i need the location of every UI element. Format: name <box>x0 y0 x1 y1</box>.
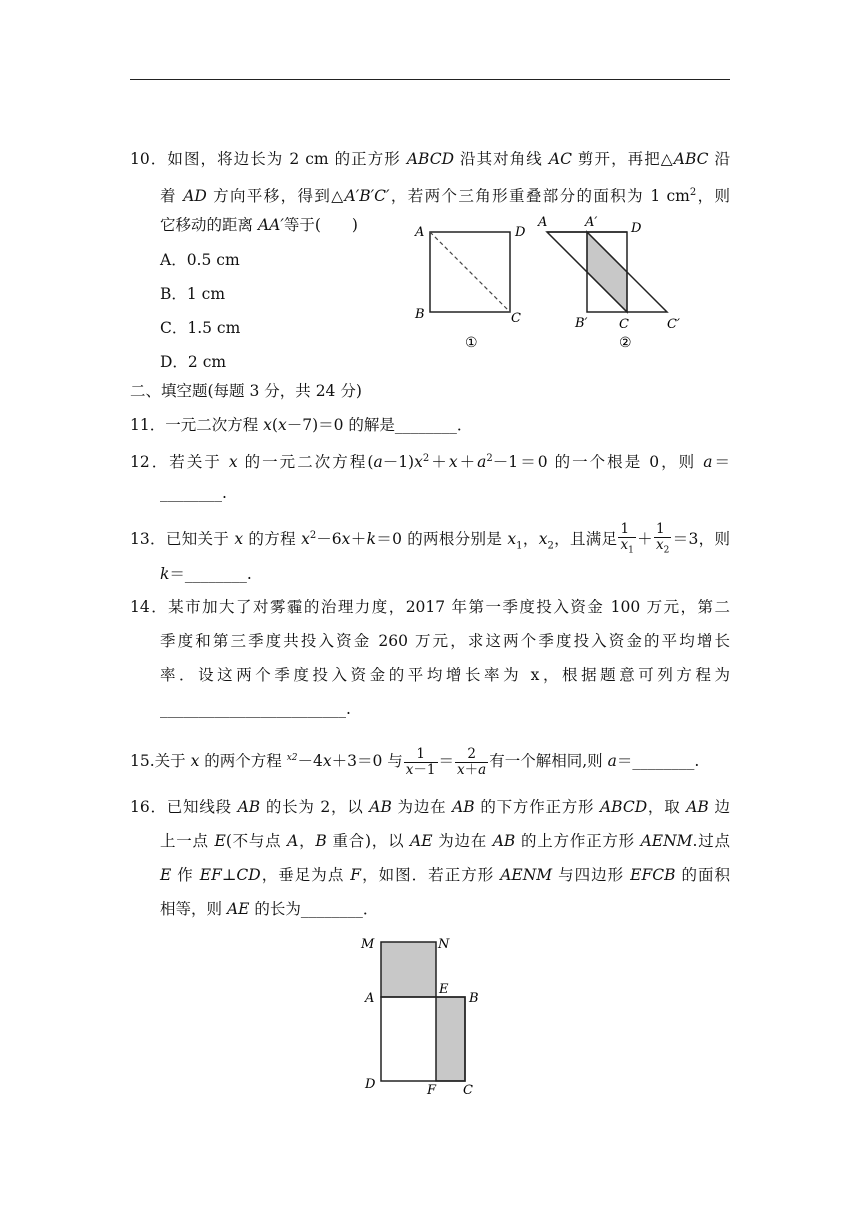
q13-fraction-2: $\frac{1}{x_2}$ <box>655 520 670 556</box>
rect-efcb <box>436 997 465 1081</box>
q14-line-1: 14．某市加大了对雾霾的治理力度，2017 年第一季度投入资金 100 万元，第二 <box>130 598 730 616</box>
fig2-caption: ② <box>619 335 632 351</box>
q13-line-2: k＝________. <box>160 565 252 583</box>
fig2-label-a: A <box>538 215 548 230</box>
fig1-label-b: B <box>415 307 425 322</box>
q10-option-b: B．1 cm <box>160 285 226 303</box>
label-e: E <box>439 982 449 997</box>
q10-line-2: 着 AD 方向平移，得到△A′B′C′，若两个三角形重叠部分的面积为 1 $cm^2$，则 <box>160 187 730 206</box>
label-m: M <box>361 937 375 952</box>
q13-fraction-1: $\frac{1}{x_1}$ <box>620 520 634 556</box>
label-f: F <box>427 1083 437 1098</box>
fig2-label-b-prime: B′ <box>575 316 588 331</box>
label-n: N <box>438 937 450 952</box>
fig1-label-c: C <box>511 311 521 326</box>
fig1-diagonal <box>430 232 510 312</box>
fig1-caption: ① <box>465 335 478 351</box>
square-aenm <box>381 942 436 997</box>
fig1-label-d: D <box>515 225 526 240</box>
q15-fraction-2: $\frac{2}{x+a}$ <box>457 745 487 778</box>
fig2-label-c-prime: C′ <box>667 317 680 332</box>
q16-line-4: 相等，则 AE 的长为________． <box>160 900 379 918</box>
label-b: B <box>469 991 479 1006</box>
q10-option-d: D．2 cm <box>160 353 227 371</box>
q16-figure <box>355 930 495 1100</box>
fig1-label-a: A <box>415 225 425 240</box>
q10-option-c: C．1.5 cm <box>160 319 241 337</box>
label-c: C <box>463 1083 473 1098</box>
header-rule <box>130 79 730 80</box>
fig2-label-c: C <box>619 317 629 332</box>
q13-line-1: 13．已知关于 x 的方程 $x^2-6x+k=0$ 的两根分别是 $x_1$，$x_2$，且满足 $\frac{1}{x_1}$ ＋ $\frac{1}{x_2}$ ＝3，则 <box>130 518 730 564</box>
q16-line-3: E 作 EF⊥CD，垂足为点 F，如图．若正方形 AENM 与四边形 EFCB 的面积 <box>160 866 730 884</box>
q15-fraction-1: $\frac{1}{x-1}$ <box>405 745 436 778</box>
q12-line-2: ________. <box>160 484 227 502</box>
fig2-overlap <box>587 232 627 312</box>
q14-line-4: ________________________. <box>160 700 351 718</box>
fig2-label-d: D <box>631 221 642 236</box>
q16-line-2: 上一点 E(不与点 A，B 重合)，以 AE 为边在 AB 的上方作正方形 AENM.过点 <box>160 832 730 850</box>
fig2-label-a-prime: A′ <box>585 215 598 230</box>
q10-line-1: 10．如图，将边长为 2 cm 的正方形 ABCD 沿其对角线 AC 剪开，再把△ABC 沿 <box>130 150 730 168</box>
q14-line-2: 季度和第三季度共投入资金 260 万元，求这两个季度投入资金的平均增长 <box>160 632 730 650</box>
q10-figures <box>405 210 695 355</box>
q10-option-a: A．0.5 cm <box>160 251 240 269</box>
q11: 11．一元二次方程 x(x－7)＝0 的解是________． <box>130 416 473 434</box>
q14-line-3: 率．设这两个季度投入资金的平均增长率为 x，根据题意可列方程为 <box>160 666 730 684</box>
q16-line-1: 16．已知线段 AB 的长为 2，以 AB 为边在 AB 的下方作正方形 ABCD，取 AB 边 <box>130 798 730 816</box>
q10-line-3: 它移动的距离 AA′等于( ) <box>160 216 358 234</box>
q15: 15.关于 x 的两个方程 $^{x2}$－4x＋3＝0 与 $\frac{1}{x-1}$ ＝ $\frac{2}{x+a}$ 有一个解相同,则 a＝________. <box>130 745 700 778</box>
q12-line-1: 12．若关于 x 的一元二次方程$(a-1)x^2+x+a^2-1=0$ 的一个根是 0，则 a＝ <box>130 453 730 472</box>
section-heading: 二、填空题(每题 3 分，共 24 分) <box>130 382 362 400</box>
label-a: A <box>365 991 375 1006</box>
label-d: D <box>365 1077 376 1092</box>
